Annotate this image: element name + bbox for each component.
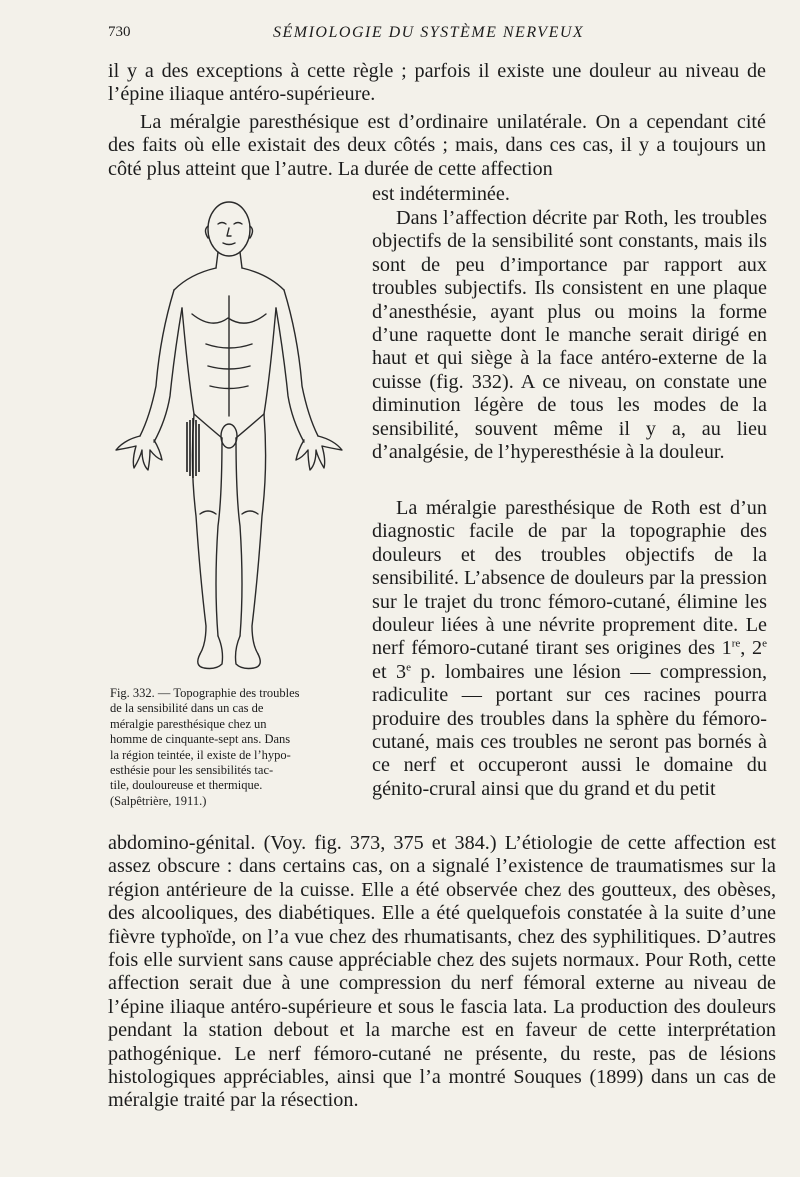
- running-head: [108, 24, 760, 48]
- caption-line: de la sensibilité dans un cas de: [110, 701, 264, 716]
- caption-line: Fig. 332. — Topographie des troubles: [110, 686, 300, 700]
- running-title: SÉMIOLOGIE DU SYSTÈME NERVEUX: [273, 24, 585, 41]
- superscript-re: re: [731, 637, 741, 650]
- pelvis-outline: [194, 414, 264, 438]
- superscript-e-1: e: [762, 637, 767, 650]
- knee-right: [242, 511, 258, 514]
- caption-line: (Salpêtrière, 1911.): [110, 793, 207, 808]
- arm-right: [276, 290, 318, 442]
- neck-outline: [216, 252, 242, 268]
- hand-right: [296, 436, 342, 470]
- chest-detail: [192, 296, 266, 416]
- genital-outline: [221, 424, 237, 448]
- caption-line: méralgie paresthésique chez un: [110, 716, 267, 731]
- paragraph-exceptions: il y a des exceptions à cette règle ; parfois il existe une douleur au niveau de l’épine iliaque antéro-supérieure.: [108, 60, 766, 106]
- leg-right: [236, 414, 266, 654]
- body-outline-illustration: [110, 196, 360, 676]
- caption-line: esthésie pour les sensibilités tac-: [110, 763, 274, 778]
- paragraph-roth-objective: Dans l’affection décrite par Roth, les troubles objectifs de la sensibilité sont constants, mais ils sont de peu d’importance par rapport aux troubles subjectifs. Ils consistent en une plaque d’anesthésie, ayant plus ou moins la forme d’une raquette dont le manche serait dirigé en haut et qui siège à la face antéro-externe de la cuisse (fig. 332). A ce niveau, on constate une diminution légère de tous les modes de la sensibilité, souvent même il y a, au lieu d’analgésie, de l’hyperesthésie à la douleur.: [372, 207, 767, 464]
- arm-left: [140, 290, 182, 442]
- figure-332: [110, 196, 360, 676]
- diagnosis-text-mid2: et 3: [372, 660, 407, 683]
- figure-caption: [110, 686, 346, 809]
- face-features: [218, 223, 242, 245]
- diagnosis-text-start: La méralgie paresthésique de Roth est d’un diagnostic facile de par la topographie des douleurs et des troubles objectifs de la sensibilité. L’absence de douleurs par la pression sur le trajet du tronc fémoro-cutané, élimine les douleur liées à une névrite proprement dite. Le nerf fémoro-cutané tirant ses origines des 1: [372, 497, 767, 660]
- caption-line: homme de cinquante-sept ans. Dans: [110, 732, 291, 747]
- leg-left: [192, 414, 222, 654]
- paragraph-diagnosis: [372, 497, 767, 801]
- hypoesthesia-shaded-area: [187, 418, 199, 478]
- superscript-e-2: e: [406, 661, 411, 674]
- paragraph-duration-continued: est indéterminée.: [372, 183, 510, 205]
- knee-left: [200, 511, 216, 514]
- hand-left: [116, 436, 162, 470]
- caption-line: la région teintée, il existe de l’hypo-: [110, 747, 291, 762]
- caption-line: tile, douloureuse et thermique.: [110, 778, 263, 793]
- diagnosis-text-mid1: , 2: [740, 637, 763, 660]
- diagnosis-text-end: p. lombaires une lésion — compression, radiculite — portant sur ces racines pourra produire des troubles dans la sphère du fémoro-cutané, mais ces troubles ne seront pas bornés à ce nerf et occuperont aussi le domaine du génito-crural ainsi que du grand et du petit: [372, 660, 767, 800]
- page-number: 730: [108, 24, 131, 40]
- paragraph-unilateral: La méralgie paresthésique est d’ordinaire unilatérale. On a cependant cité des faits où elle existait des deux côtés ; mais, dans ces cas, il y a toujours un côté plus atteint que l’autre. La durée de cette affection: [108, 111, 766, 180]
- paragraph-etiology: abdomino-génital. (Voy. fig. 373, 375 et 384.) L’étiologie de cette affection est assez obscure : dans certains cas, on a signalé l’existence de traumatismes sur la région antérieure de la cuisse. Elle a été observée chez des goutteux, des obèses, des alcooliques, des diabétiques. Elle a été quelquefois constatée à la suite d’une fièvre typhoïde, on l’a vue chez des rhumatisants, chez des syphilitiques. D’autres fois elle survient sans cause appréciable chez des sujets normaux. Pour Roth, cette affection serait due à une compression du nerf fémoral externe au niveau de l’épine iliaque antéro-supérieure et sous le fascia lata. La production des douleurs pendant la station debout et la marche est en faveur de cette interprétation pathogénique. Le nerf fémoro-cutané ne présente, du reste, pas de lésions histologiques appréciables, ainsi que l’a montré Souques (1899) dans un cas de méralgie traité par la résection.: [108, 832, 776, 1112]
